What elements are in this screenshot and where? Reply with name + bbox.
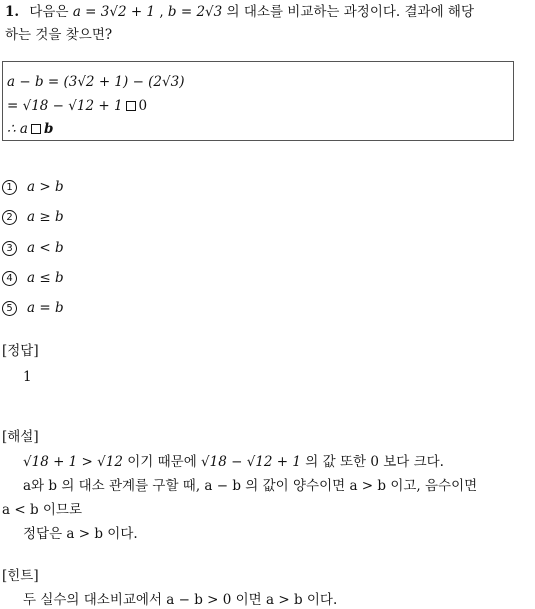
choice-3[interactable] xyxy=(2,240,64,257)
box-line-2-zero: 0 xyxy=(138,98,148,114)
choice-2-text: a ≥ b xyxy=(27,209,64,225)
choice-3-number: 3 xyxy=(2,241,17,256)
box-line-2 xyxy=(7,98,147,115)
blank-box-1 xyxy=(126,101,136,111)
choice-4-number: 4 xyxy=(2,271,17,286)
blank-box-2 xyxy=(31,124,41,134)
explanation-math-2: √18 − √12 + 1 xyxy=(201,454,301,470)
choice-2[interactable] xyxy=(2,209,64,226)
question-line-2: 하는 것을 찾으면? xyxy=(5,26,113,43)
choice-1[interactable] xyxy=(2,179,64,196)
choice-4[interactable] xyxy=(2,270,64,287)
hint-header: [힌트] xyxy=(2,568,39,584)
box-line-3-b: b xyxy=(43,121,54,137)
question-text xyxy=(5,4,530,44)
question-a-expression: a = 3√2 + 1 xyxy=(72,4,156,20)
choice-5[interactable] xyxy=(2,300,64,317)
explanation-text-2: 의 값 또한 0 보다 크다. xyxy=(305,454,444,470)
choice-3-text: a < b xyxy=(27,240,64,256)
box-line-3-a: ∴ a xyxy=(7,121,28,137)
explanation-text-1: 이기 때문에 xyxy=(127,454,197,470)
answer-value: 1 xyxy=(23,369,32,385)
choice-1-text: a > b xyxy=(27,179,64,195)
question-comma: , xyxy=(159,4,164,20)
box-line-3 xyxy=(7,121,53,138)
explanation-line-2: a와 b 의 대소 관계를 구할 때, a − b 의 값이 양수이면 a > b 이고, 음수이면 xyxy=(23,478,478,494)
choice-4-text: a ≤ b xyxy=(27,270,64,286)
explanation-line-4: 정답은 a > b 이다. xyxy=(23,526,138,542)
box-line-2-expression: = √18 − √12 + 1 xyxy=(7,98,123,114)
explanation-line-3: a < b 이므로 xyxy=(2,502,82,518)
question-number: 1. xyxy=(5,4,20,20)
question-prefix: 다음은 xyxy=(29,4,69,20)
answer-header: [정답] xyxy=(2,343,39,359)
explanation-line-1 xyxy=(23,454,444,471)
choice-5-number: 5 xyxy=(2,301,17,316)
hint-text: 두 실수의 대소비교에서 a − b > 0 이면 a > b 이다. xyxy=(23,592,338,608)
choice-2-number: 2 xyxy=(2,210,17,225)
explanation-header: [해설] xyxy=(2,429,39,445)
comparison-process-box xyxy=(2,61,514,141)
choice-5-text: a = b xyxy=(27,300,64,316)
choice-1-number: 1 xyxy=(2,180,17,195)
question-b-expression: b = 2√3 xyxy=(167,4,223,20)
question-suffix: 의 대소를 비교하는 과정이다. 결과에 해당 xyxy=(226,4,474,20)
explanation-math-1: √18 + 1 > √12 xyxy=(23,454,123,470)
box-line-1: a − b = (3√2 + 1) − (2√3) xyxy=(7,74,185,90)
